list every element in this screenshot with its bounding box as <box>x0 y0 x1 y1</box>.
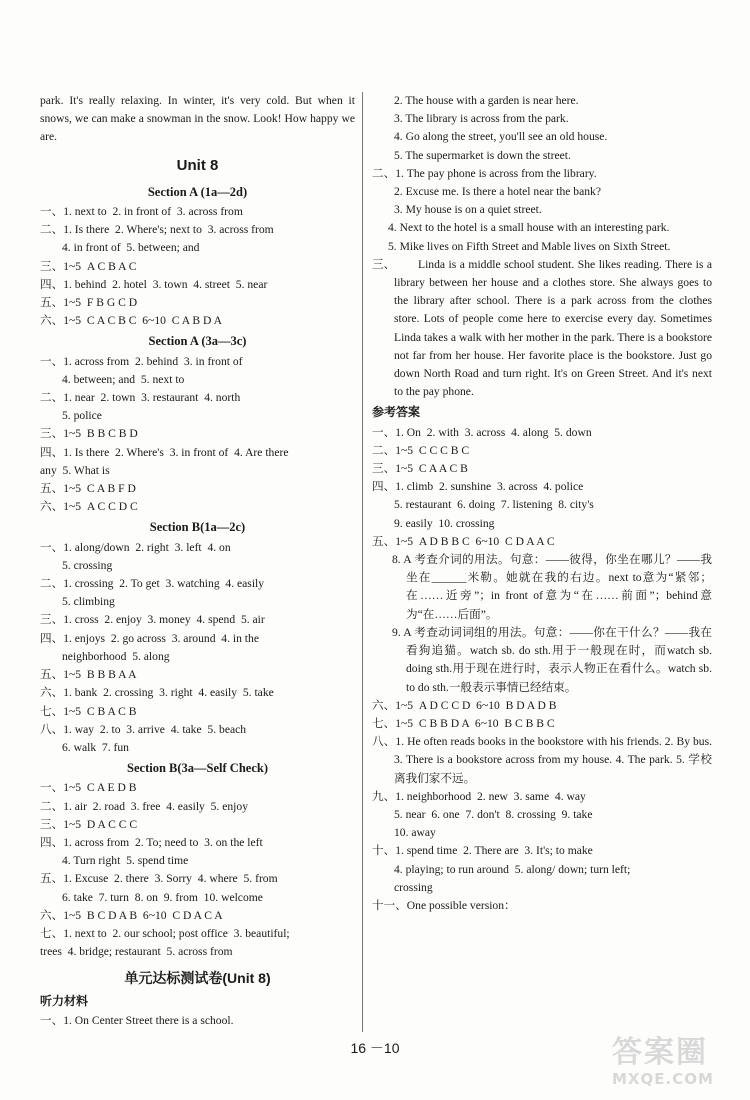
answer-line: trees 4. bridge; restaurant 5. across from <box>40 945 233 959</box>
listening-line: 5. The supermarket is down the street. <box>394 148 571 162</box>
answer-line: 一、1. across from 2. behind 3. in front of <box>40 354 243 368</box>
answer-line: 6. walk 7. fun <box>62 740 129 754</box>
answer-line: 4. between; and 5. next to <box>62 372 185 386</box>
answer-line: 十、1. spend time 2. There are 3. It's; to make <box>372 844 593 858</box>
answer-line: 9. easily 10. crossing <box>394 516 495 530</box>
answer-line: 四、1. climb 2. sunshine 3. across 4. police <box>372 480 584 494</box>
answer-line: 四、1. Is there 2. Where's 3. in front of 4. Are there <box>40 445 289 459</box>
answer-line: 三、1. cross 2. enjoy 3. money 4. spend 5. air <box>40 613 265 627</box>
answer-line: 五、1~5 A D B B C 6~10 C D A A C <box>372 534 555 548</box>
listening-line: 2. The house with a garden is near here. <box>394 94 579 107</box>
listening-heading: 听力材料 <box>40 993 89 1008</box>
section-title: Section A (3a—3c) <box>148 334 247 349</box>
answer-line: 5. climbing <box>62 595 115 609</box>
answer-line: 10. away <box>394 826 436 840</box>
answer-line: 一、1. next to 2. in front of 3. across from <box>40 205 243 219</box>
answer-line: 四、1. across from 2. To; need to 3. on the left <box>40 835 263 849</box>
listening-line: 4. Next to the hotel is a small house with an interesting park. <box>388 221 670 235</box>
answer-line: any 5. What is <box>40 463 110 477</box>
explanation-note: 8. A 考查介词的用法。句意：——彼得，你坐在哪儿？——我坐在______米勒。她就在我的右边。next to意为“紧邻；在……近旁”；in front of意为“在……前面”；behind意为“在……后面”。 <box>392 553 712 621</box>
listening-line: 一、1. On Center Street there is a school. <box>40 1013 234 1027</box>
right-column <box>372 92 712 915</box>
answer-line: 三、1~5 D A C C C <box>40 817 138 831</box>
answer-line: 四、1. enjoys 2. go across 3. around 4. in the <box>40 631 259 645</box>
answer-line: 4. in front of 5. between; and <box>62 241 200 255</box>
passage-text: Linda is a middle school student. She likes reading. There is a library between her house and a clothes store. She always goes to the library after school. There is a park across from the clothes store. Lots of people come here to exercise every day. Sometimes Linda takes a walk with her mother in the park. There is a bookstore not far from her house. Her favorite place is the bookstore. Just go down North Road and turn right. It's on Green Street. And it's next to the pay phone. <box>394 257 712 399</box>
answer-line: 三、1~5 C A A C B <box>372 462 468 476</box>
answer-line: 九、1. neighborhood 2. new 3. same 4. way <box>372 789 586 803</box>
answer-line: 二、1~5 C C C B C <box>372 443 470 457</box>
answer-line: 三、1~5 A C B A C <box>40 259 137 273</box>
listening-passage <box>372 256 712 402</box>
answer-line: 五、1~5 C A B F D <box>40 482 136 496</box>
explanation-note: 9. A 考查动词词组的用法。句意：——你在干什么？——我在看狗追猫。watch sb. do sth.用于一般现在时，而watch sb. doing sth.用于现在进行时，表示人物正在看什么。watch sb. to do sth.一般表示事情已经结束。 <box>392 625 712 694</box>
watermark-logo <box>612 1036 742 1094</box>
answer-line: 四、1. behind 2. hotel 3. town 4. street 5. near <box>40 277 268 291</box>
answer-line: 五、1~5 F B G C D <box>40 296 138 310</box>
answer-line: 4. playing; to run around 5. along/ down; turn left; <box>394 862 631 876</box>
answer-line: 五、1~5 B B B A A <box>40 668 137 682</box>
answer-line: 七、1~5 C B A C B <box>40 704 137 718</box>
watermark-bottom: MXQE.COM <box>612 1070 714 1088</box>
answer-line: 5. restaurant 6. doing 7. listening 8. city's <box>394 498 594 512</box>
answer-line: 七、1~5 C B B D A 6~10 B C B B C <box>372 716 555 730</box>
listening-line: 5. Mike lives on Fifth Street and Mable lives on Sixth Street. <box>388 239 671 253</box>
answer-line: 二、1. Is there 2. Where's; next to 3. across from <box>40 223 274 237</box>
listening-line: 2. Excuse me. Is there a hotel near the bank? <box>394 185 601 199</box>
answer-line: 六、1~5 C A C B C 6~10 C A B D A <box>40 314 222 328</box>
answer-line: neighborhood 5. along <box>62 649 170 663</box>
watermark-top: 答案圈 <box>612 1035 708 1070</box>
answers-heading: 参考答案 <box>372 405 421 420</box>
answer-line: 一、1~5 C A E D B <box>40 781 137 795</box>
section-title: Section B(3a—Self Check) <box>127 761 268 776</box>
answer-line: 5. near 6. one 7. don't 8. crossing 9. take <box>394 807 593 821</box>
answer-line: 八、1. He often reads books in the bookstore with his friends. 2. By bus. 3. There is a bookstore across from my house. 4. The park. 5. 学校离我们家不远。 <box>372 735 712 785</box>
answer-line: 六、1~5 B C D A B 6~10 C D A C A <box>40 908 223 922</box>
answer-line: 一、1. along/down 2. right 3. left 4. on <box>40 540 231 554</box>
answer-line: 5. crossing <box>62 558 113 572</box>
listening-line: 3. The library is across from the park. <box>394 112 569 126</box>
answer-line: 三、1~5 B B C B D <box>40 427 138 441</box>
passage-label: 三、 <box>372 257 396 271</box>
answer-line: 二、1. near 2. town 3. restaurant 4. north <box>40 391 241 405</box>
column-divider <box>362 92 363 1032</box>
unit-title: Unit 8 <box>176 156 219 174</box>
section-title: Section B(1a—2c) <box>149 520 246 535</box>
answer-line: 6. take 7. turn 8. on 9. from 10. welcome <box>62 890 263 904</box>
answer-line: 二、1. air 2. road 3. free 4. easily 5. enjoy <box>40 799 248 813</box>
answer-line: 六、1~5 A D C C D 6~10 B D A D B <box>372 698 557 712</box>
answer-line: 五、1. Excuse 2. there 3. Sorry 4. where 5. from <box>40 872 278 886</box>
page-number: 16 －10 <box>350 1040 400 1056</box>
answer-line: 5. police <box>62 409 102 423</box>
listening-line: 4. Go along the street, you'll see an old house. <box>394 130 608 144</box>
left-column <box>40 92 355 1030</box>
intro-paragraph: park. It's really relaxing. In winter, it's very cold. But when it snows, we can make a snowman in the snow. Look! How happy we are. <box>40 94 355 144</box>
answer-line: 二、1. crossing 2. To get 3. watching 4. easily <box>40 577 265 591</box>
answer-line: 七、1. next to 2. our school; post office 3. beautiful; <box>40 926 290 940</box>
section-title: Section A (1a—2d) <box>147 184 248 199</box>
answer-line: 4. Turn right 5. spend time <box>62 854 189 868</box>
answer-line: 八、1. way 2. to 3. arrive 4. take 5. beach <box>40 722 247 736</box>
answer-line: 六、1. bank 2. crossing 3. right 4. easily 5. take <box>40 686 274 700</box>
test-title: 单元达标测试卷(Unit 8) <box>124 970 271 987</box>
listening-line: 3. My house is on a quiet street. <box>394 203 542 217</box>
answer-line: 一、1. On 2. with 3. across 4. along 5. down <box>372 425 592 439</box>
answer-line: 十一、One possible version： <box>372 898 516 912</box>
answer-line: crossing <box>394 880 433 894</box>
listening-line: 二、1. The pay phone is across from the library. <box>372 166 597 180</box>
answer-line: 六、1~5 A C C D C <box>40 500 138 514</box>
